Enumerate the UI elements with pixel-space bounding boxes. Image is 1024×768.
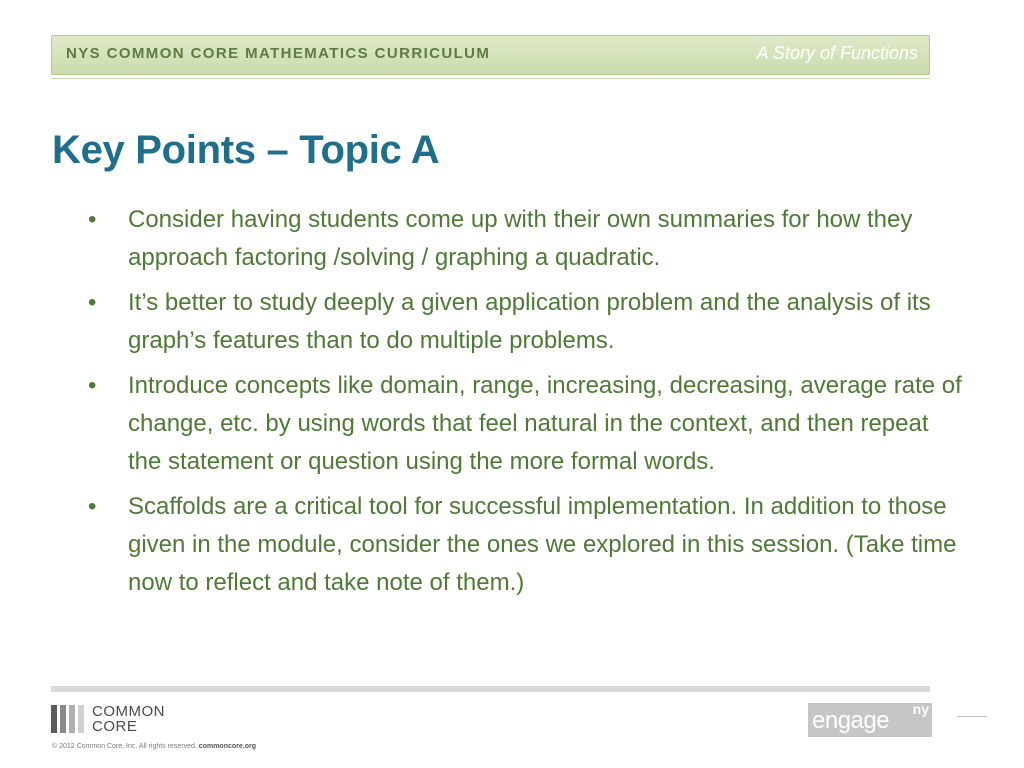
bullet-text: Consider having students come up with their own summaries for how they approach factoring /solving / graphing a quadratic. <box>128 206 913 271</box>
bullet-text: Introduce concepts like domain, range, increasing, decreasing, average rate of change, etc. by using words that feel natural in the context, and then repeat the statement or question using the more formal words. <box>128 372 962 475</box>
header-divider <box>51 78 930 79</box>
bullet-text: It’s better to study deeply a given application problem and the analysis of its graph’s features than to do multiple problems. <box>128 289 931 354</box>
engage-ny-superscript: ny <box>912 701 929 717</box>
bullet-icon: • <box>88 206 97 233</box>
curriculum-title: NYS COMMON CORE MATHEMATICS CURRICULUM <box>66 45 491 62</box>
slide-title: Key Points – Topic A <box>52 128 440 172</box>
common-core-logo <box>51 702 165 736</box>
bullet-text: Scaffolds are a critical tool for successful implementation. In addition to those given in the module, consider the ones we explored in this session. (Take time now to reflect and take note of them.) <box>128 493 957 596</box>
cc-line2: CORE <box>92 718 138 735</box>
copyright-notice <box>52 743 256 750</box>
engage-wordmark: engage <box>812 707 890 734</box>
bullet-item <box>88 488 968 602</box>
bullet-list <box>88 201 968 609</box>
bullet-icon: • <box>88 289 97 316</box>
bullet-item <box>88 367 968 481</box>
copyright-text: © 2012 Common Core, Inc. All rights reserved. <box>52 743 197 750</box>
cc-line1: COMMON <box>92 703 165 720</box>
common-core-wordmark <box>92 704 165 734</box>
bullet-item <box>88 201 968 277</box>
bullet-icon: • <box>88 372 97 399</box>
common-core-bars-icon <box>51 705 84 733</box>
story-subtitle: A Story of Functions <box>756 43 918 63</box>
footer-dash <box>957 716 987 717</box>
bullet-icon: • <box>88 493 97 520</box>
footer-divider <box>51 686 930 692</box>
engage-ny-logo <box>808 703 932 737</box>
bullet-item <box>88 284 968 360</box>
copyright-link[interactable]: commoncore.org <box>198 743 256 750</box>
